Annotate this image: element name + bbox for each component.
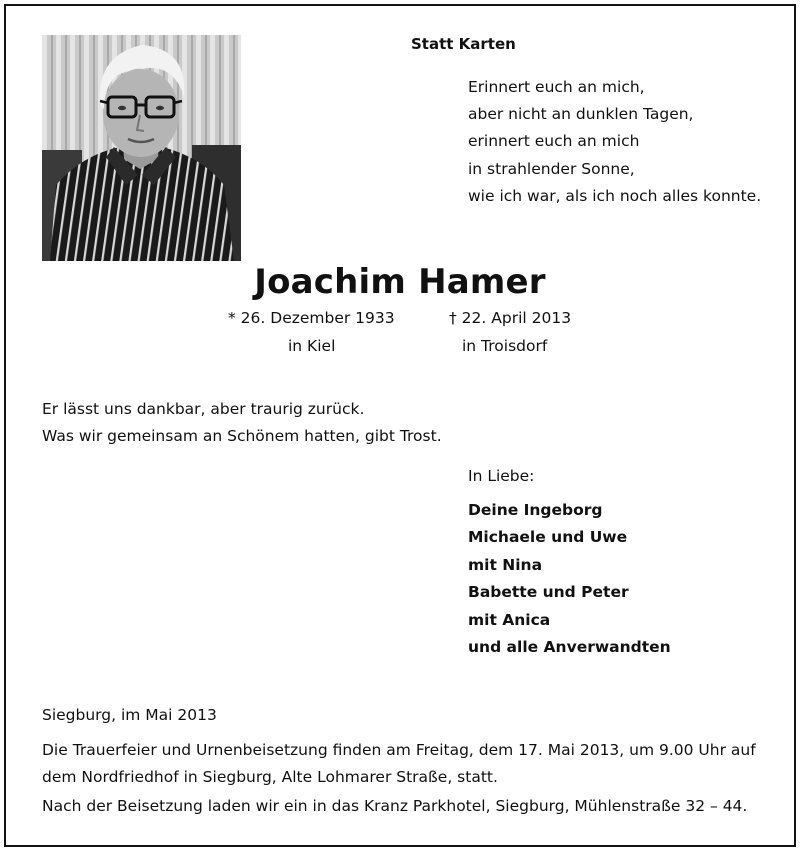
death-date: † 22. April 2013 xyxy=(449,309,572,327)
mourner-name: Babette und Peter xyxy=(468,583,629,602)
mourner-name: und alle Anverwandten xyxy=(468,638,671,657)
mourners-list xyxy=(468,497,671,661)
poem-line: aber nicht an dunklen Tagen, xyxy=(468,105,694,124)
farewell-text xyxy=(42,396,442,450)
mourner-name: mit Anica xyxy=(468,610,551,629)
mourner-name: mit Nina xyxy=(468,555,543,574)
memorial-poem xyxy=(468,74,761,210)
birth-date: * 26. Dezember 1933 xyxy=(228,309,395,327)
portrait-illustration xyxy=(42,35,241,261)
statt-karten-heading: Statt Karten xyxy=(411,35,516,53)
mourner-name: Deine Ingeborg xyxy=(468,501,603,519)
deceased-name: Joachim Hamer xyxy=(254,262,546,302)
poem-line: erinnert euch an mich xyxy=(468,132,640,151)
poem-line: wie ich war, als ich noch alles konnte. xyxy=(468,186,762,205)
death-place: in Troisdorf xyxy=(462,337,548,355)
reception-details: Nach der Beisetzung laden wir ein in das Kranz Parkhotel, Siegburg, Mühlenstraße 32 – 44. xyxy=(42,797,748,815)
mourner-name: Michaele und Uwe xyxy=(468,528,628,547)
ceremony-details: Die Trauerfeier und Urnenbeisetzung finden am Freitag, dem 17. Mai 2013, um 9.00 Uhr auf dem Nordfriedhof in Siegburg, Alte Lohmarer Straße, statt. xyxy=(42,741,756,786)
poem-line: in strahlender Sonne, xyxy=(468,159,635,178)
farewell-line: Was wir gemeinsam an Schönem hatten, gibt Trost. xyxy=(42,427,442,445)
farewell-line: Er lässt uns dankbar, aber traurig zurück. xyxy=(42,400,365,418)
birth-place: in Kiel xyxy=(288,337,336,355)
poem-line: Erinnert euch an mich, xyxy=(468,78,645,96)
place-and-date: Siegburg, im Mai 2013 xyxy=(42,706,217,724)
portrait-photo xyxy=(42,35,241,261)
mourners-intro: In Liebe: xyxy=(468,467,535,485)
